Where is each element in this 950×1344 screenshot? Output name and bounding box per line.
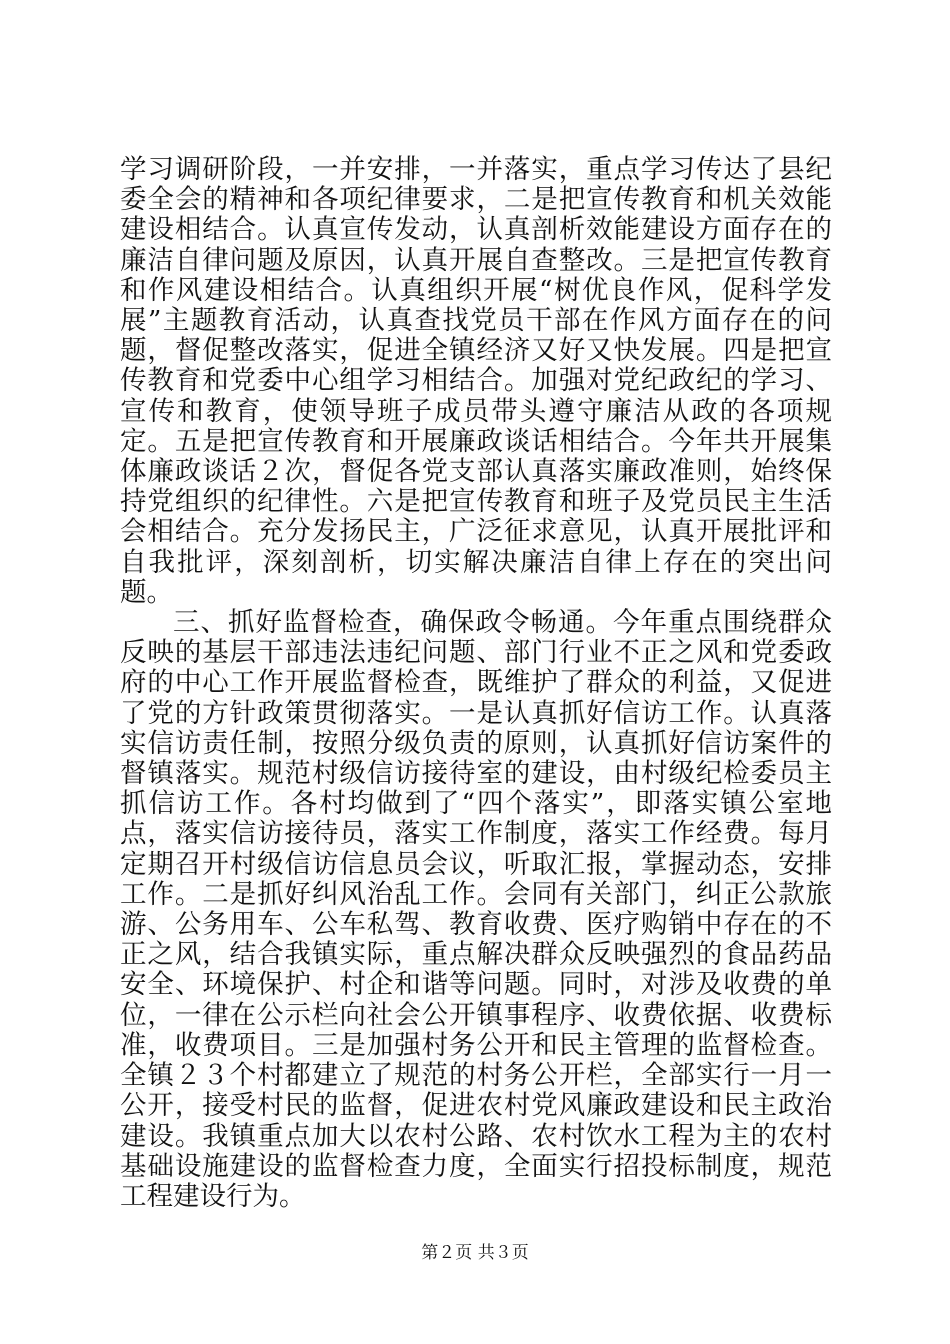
paragraph-2: 三、抓好监督检查，确保政令畅通。今年重点围绕群众反映的基层干部违法违纪问题、部门行业不正之风和党委政府的中心工作开展监督检查，既维护了群众的利益，又促进了党的方针政策贯彻落实。一是认真抓好信访工作。认真落实信访责任制，按照分级负责的原则，认真抓好信访案件的督镇落实。规范村级信访接待室的建设，由村级纪检委员主抓信访工作。各村均做到了“四个落实”，即落实镇公室地点，落实信访接待员，落实工作制度，落实工作经费。每月定期召开村级信访信息员会议，听取汇报，掌握动态，安排工作。二是抓好纠风治乱工作。会同有关部门，纠正公款旅游、公务用车、公车私驾、教育收费、医疗购销中存在的不正之风，结合我镇实际，重点解决群众反映强烈的食品药品安全、环境保护、村企和谐等问题。同时，对涉及收费的单位，一律在公示栏向社会公开镇事程序、收费依据、收费标准，收费项目。三是加强村务公开和民主管理的监督检查。全镇２３个村都建立了规范的村务公开栏，全部实行一月一公开，接受村民的监督，促进农村党风廉政建设和民主政治建设。我镇重点加大以农村公路、农村饮水工程为主的农村基础设施建设的监督检查力度，全面实行招投标制度，规范工程建设行为。 [120,607,832,1212]
document-body [120,155,832,1212]
paragraph-1: 学习调研阶段，一并安排，一并落实，重点学习传达了县纪委全会的精神和各项纪律要求，二是把宣传教育和机关效能建设相结合。认真宣传发动，认真剖析效能建设方面存在的廉洁自律问题及原因，认真开展自查整改。三是把宣传教育和作风建设相结合。认真组织开展“树优良作风，促科学发展”主题教育活动，认真查找党员干部在作风方面存在的问题，督促整改落实，促进全镇经济又好又快发展。四是把宣传教育和党委中心组学习相结合。加强对党纪政纪的学习、宣传和教育，使领导班子成员带头遵守廉洁从政的各项规定。五是把宣传教育和开展廉政谈话相结合。今年共开展集体廉政谈话２次，督促各党支部认真落实廉政准则，始终保持党组织的纪律性。六是把宣传教育和班子及党员民主生活会相结合。充分发扬民主，广泛征求意见，认真开展批评和自我批评，深刻剖析，切实解决廉洁自律上存在的突出问题。 [120,154,832,608]
page-number-footer: 第２页 共３页 [421,1243,529,1263]
